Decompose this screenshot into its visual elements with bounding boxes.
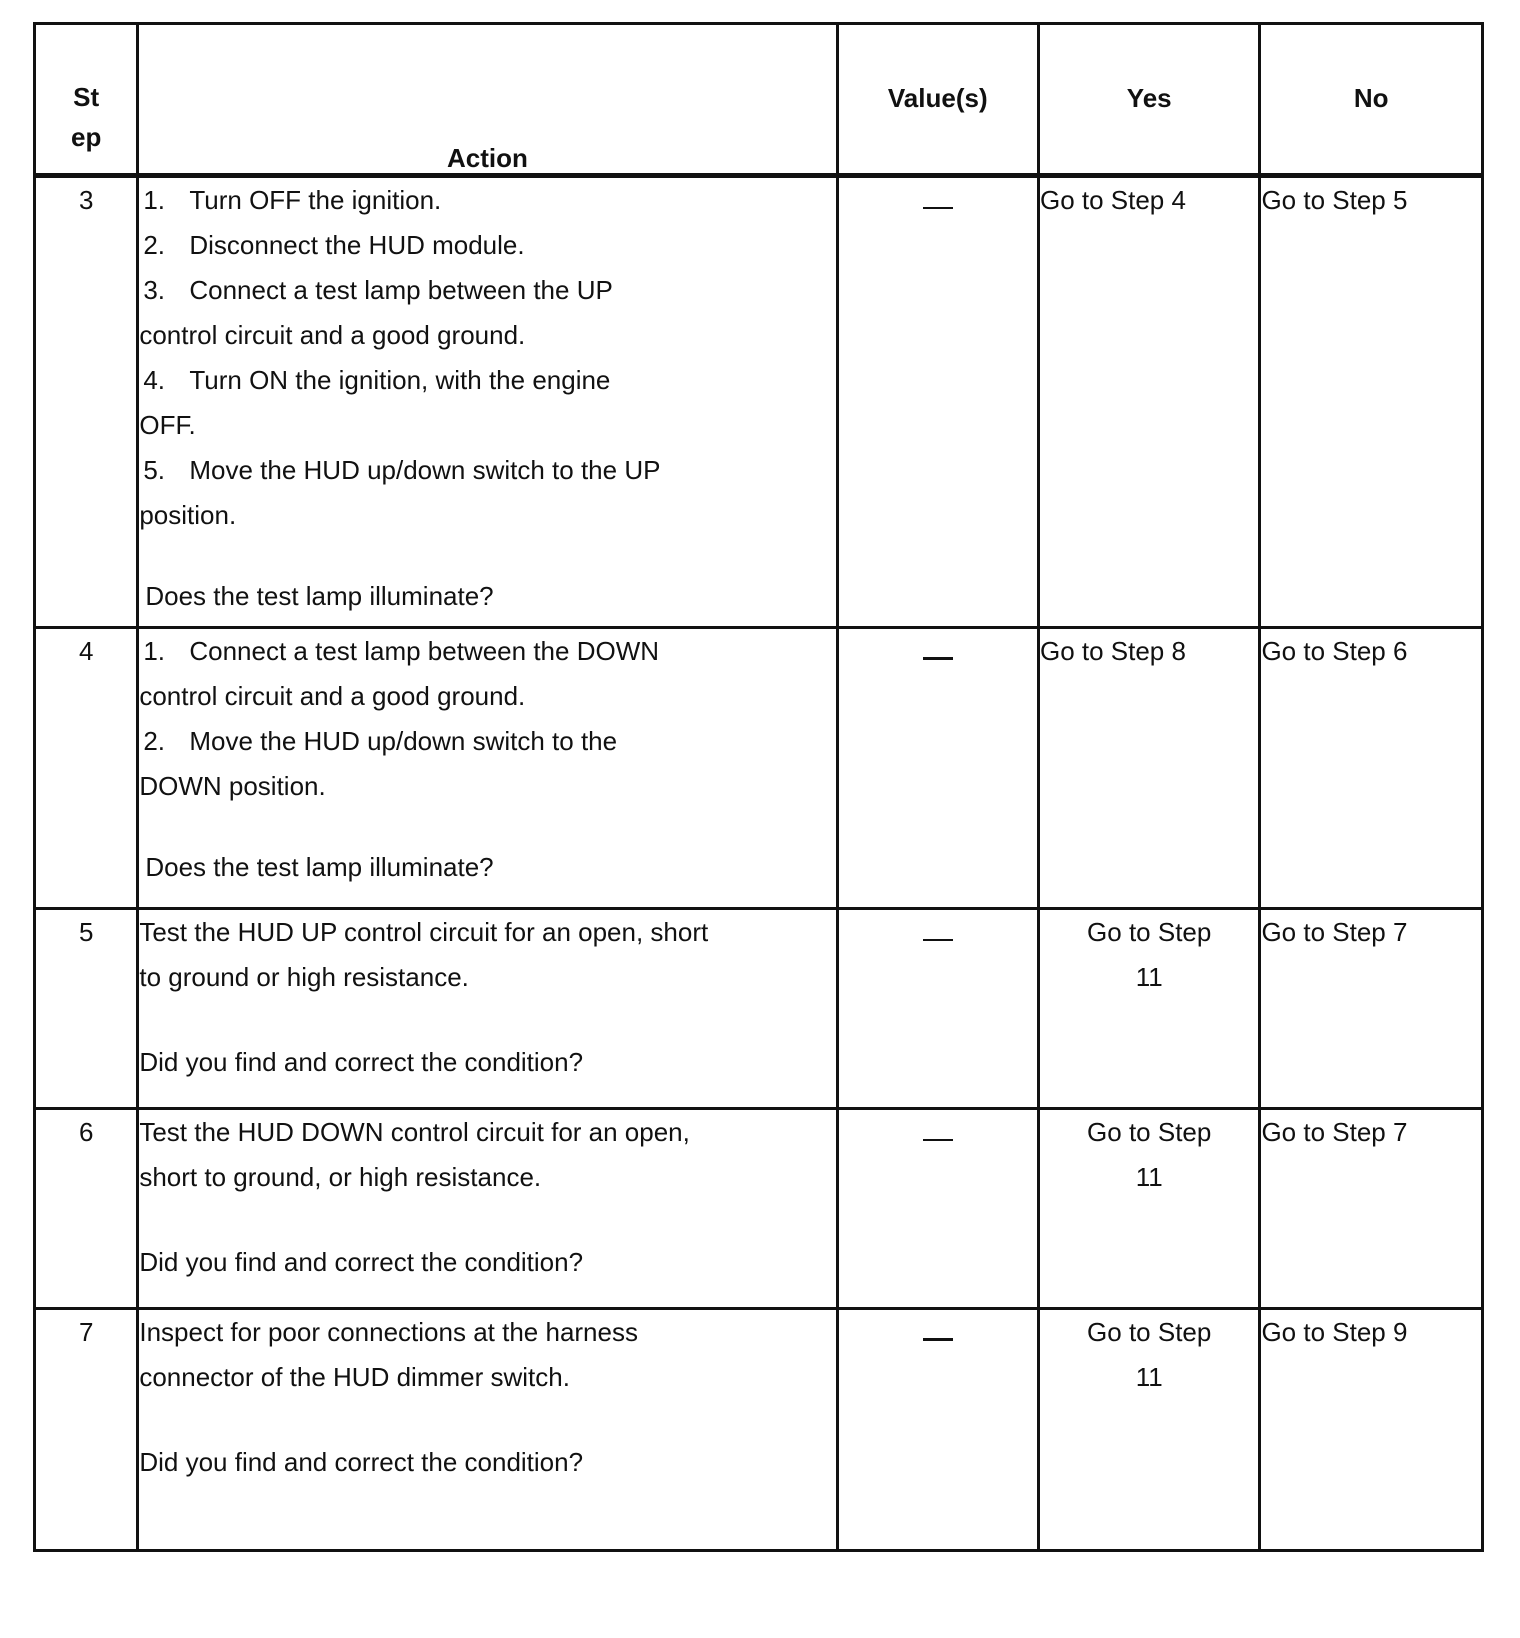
yes-cell: Go to Step 11 (1038, 1109, 1259, 1309)
action-item: 1. Connect a test lamp between the DOWN (143, 636, 660, 666)
action-item: 2. Disconnect the HUD module. (143, 230, 525, 260)
table-row (35, 1309, 1483, 1551)
action-cell (138, 1309, 837, 1551)
yes-cell: Go to Step 11 (1038, 1309, 1259, 1551)
action-question: Does the test lamp illuminate? (145, 581, 494, 611)
header-values: Value(s) (837, 24, 1038, 176)
step-number: 3 (35, 176, 138, 628)
action-text-line: short to ground, or high resistance. (139, 1162, 542, 1192)
diagnostic-table (33, 22, 1484, 1552)
table-row (35, 176, 1483, 628)
step-number: 7 (35, 1309, 138, 1551)
action-text-line: Inspect for poor connections at the harness (139, 1317, 638, 1347)
no-cell: Go to Step 9 (1260, 1309, 1483, 1551)
header-row (35, 24, 1483, 176)
value-dash (923, 939, 953, 941)
value-cell (837, 1109, 1038, 1309)
action-item-continuation: DOWN position. (139, 771, 326, 801)
action-cell (138, 1109, 837, 1309)
table-row (35, 909, 1483, 1109)
yes-cell: Go to Step 4 (1038, 176, 1259, 628)
action-cell (138, 909, 837, 1109)
action-text-line: connector of the HUD dimmer switch. (139, 1362, 570, 1392)
header-yes: Yes (1038, 24, 1259, 176)
action-cell (138, 176, 837, 628)
no-cell: Go to Step 5 (1260, 176, 1483, 628)
yes-cell: Go to Step 8 (1038, 628, 1259, 909)
action-item-continuation: control circuit and a good ground. (139, 320, 526, 350)
action-question: Did you find and correct the condition? (139, 1447, 584, 1477)
action-question: Did you find and correct the condition? (139, 1047, 584, 1077)
action-question: Does the test lamp illuminate? (145, 852, 494, 882)
step-number: 6 (35, 1109, 138, 1309)
header-no: No (1260, 24, 1483, 176)
action-item-continuation: OFF. (139, 410, 196, 440)
value-cell (837, 1309, 1038, 1551)
action-item: 4. Turn ON the ignition, with the engine (143, 365, 611, 395)
action-cell (138, 628, 837, 909)
action-item: 5. Move the HUD up/down switch to the UP (143, 455, 661, 485)
action-item: 3. Connect a test lamp between the UP (143, 275, 613, 305)
value-cell (837, 628, 1038, 909)
table-row (35, 1109, 1483, 1309)
header-action: Action (138, 24, 837, 176)
header-step (35, 24, 138, 176)
action-text-line: to ground or high resistance. (139, 962, 469, 992)
table-row (35, 628, 1483, 909)
no-cell: Go to Step 7 (1260, 1109, 1483, 1309)
value-dash (923, 1338, 953, 1341)
action-question: Did you find and correct the condition? (139, 1247, 584, 1277)
value-cell (837, 176, 1038, 628)
step-number: 4 (35, 628, 138, 909)
action-item-continuation: control circuit and a good ground. (139, 681, 526, 711)
action-text-line: Test the HUD DOWN control circuit for an open, (139, 1117, 690, 1147)
value-cell (837, 909, 1038, 1109)
value-dash (923, 657, 953, 660)
no-cell: Go to Step 6 (1260, 628, 1483, 909)
action-item: 2. Move the HUD up/down switch to the (143, 726, 618, 756)
no-cell: Go to Step 7 (1260, 909, 1483, 1109)
value-dash (923, 1139, 953, 1141)
action-item: 1. Turn OFF the ignition. (143, 185, 442, 215)
yes-cell: Go to Step 11 (1038, 909, 1259, 1109)
step-number: 5 (35, 909, 138, 1109)
action-item-continuation: position. (139, 500, 237, 530)
action-text-line: Test the HUD UP control circuit for an open, short (139, 917, 709, 947)
value-dash (923, 207, 953, 209)
header-step-text: St ep (71, 82, 102, 152)
